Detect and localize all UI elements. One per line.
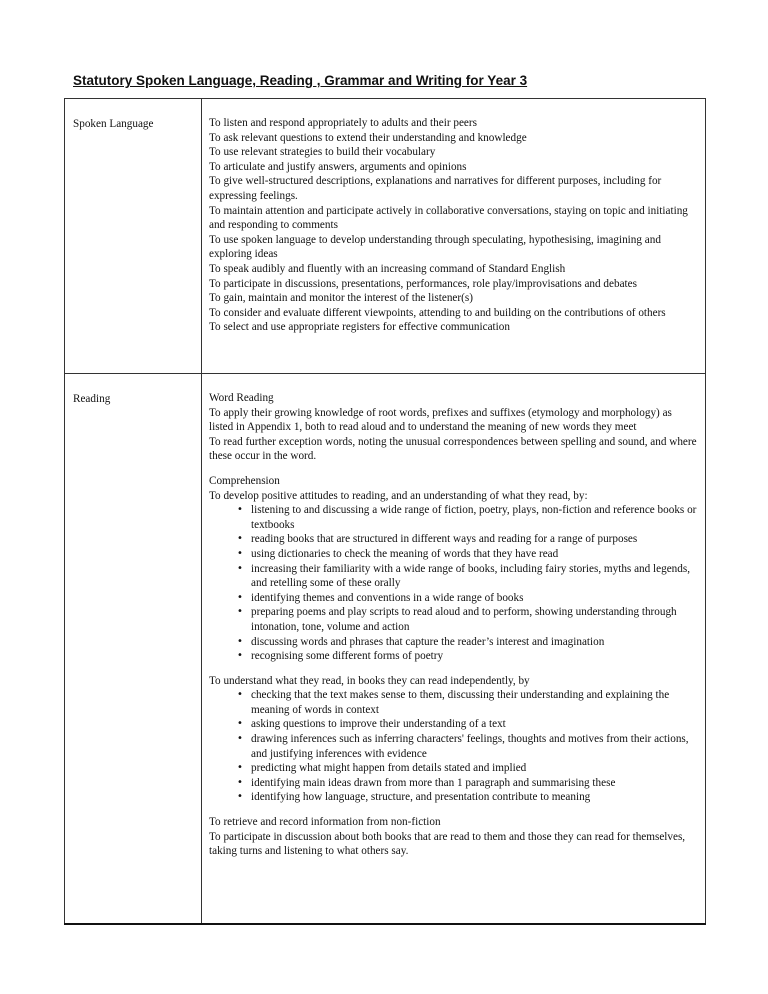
table-row-spoken-language xyxy=(65,99,706,374)
list-item: • identifying themes and conventions in a wide range of books xyxy=(251,591,697,606)
objective-line: To speak audibly and fluently with an increasing command of Standard English xyxy=(209,262,566,275)
objective-line: To maintain attention and participate actively in collaborative conversations, staying on topic and initiating and responding to comments xyxy=(209,204,688,232)
objective-line: To participate in discussions, presentations, performances, role play/improvisations and debates xyxy=(209,277,637,290)
comprehension-bullet-list xyxy=(209,503,697,664)
objective-line: To listen and respond appropriately to adults and their peers xyxy=(209,117,477,129)
document-title: Statutory Spoken Language, Reading , Grammar and Writing for Year 3 xyxy=(73,73,528,88)
curriculum-table xyxy=(64,98,706,925)
objective-line: To use relevant strategies to build their vocabulary xyxy=(209,146,436,159)
list-item: • increasing their familiarity with a wide range of books, including fairy stories, myths and legends, and retelling some of these orally xyxy=(251,562,697,591)
list-item: • using dictionaries to check the meaning of words that they have read xyxy=(251,547,697,562)
list-item: • checking that the text makes sense to them, discussing their understanding and explaining the meaning of words in context xyxy=(251,688,697,717)
objective-line: To read further exception words, noting the unusual correspondences between spelling and sound, and where these occur in the word. xyxy=(209,435,697,463)
table-row-reading xyxy=(65,374,706,925)
objective-line: To give well-structured descriptions, explanations and narratives for different purposes, including for expressing feelings. xyxy=(209,175,662,202)
list-item: • reading books that are structured in different ways and reading for a range of purposes xyxy=(251,532,697,547)
list-item: • listening to and discussing a wide range of fiction, poetry, plays, non-fiction and reference books or textbooks xyxy=(251,503,697,532)
list-item: • recognising some different forms of poetry xyxy=(251,649,697,664)
objective-line: To articulate and justify answers, arguments and opinions xyxy=(209,160,467,173)
objective-line: To retrieve and record information from non-fiction xyxy=(209,816,441,829)
word-reading-heading: Word Reading xyxy=(209,392,274,404)
list-item: • preparing poems and play scripts to read aloud and to perform, showing understanding through intonation, tone, volume and action xyxy=(251,605,697,634)
objective-line: To select and use appropriate registers for effective communication xyxy=(209,321,510,334)
list-item: • asking questions to improve their understanding of a text xyxy=(251,717,697,732)
list-item: • identifying how language, structure, and presentation contribute to meaning xyxy=(251,790,697,805)
objective-line: To apply their growing knowledge of root words, prefixes and suffixes (etymology and morphology) as listed in Appendix 1, both to read aloud and to understand the meaning of new words they meet xyxy=(209,406,672,434)
list-item: • identifying main ideas drawn from more than 1 paragraph and summarising these xyxy=(251,776,697,791)
comprehension-lead: To develop positive attitudes to reading, and an understanding of what they read, by: xyxy=(209,489,588,502)
objective-line: To participate in discussion about both books that are read to them and those they can read for themselves, taking turns and listening to what others say. xyxy=(209,830,686,858)
objective-line: To consider and evaluate different viewpoints, attending to and building on the contributions of others xyxy=(209,306,666,319)
row-label-reading: Reading xyxy=(65,374,202,925)
list-item: • drawing inferences such as inferring characters' feelings, thoughts and motives from their actions, and justifying inferences with evidence xyxy=(251,732,697,761)
list-item: • discussing words and phrases that capture the reader’s interest and imagination xyxy=(251,635,697,650)
objective-line: To gain, maintain and monitor the interest of the listener(s) xyxy=(209,292,473,305)
objective-line: To ask relevant questions to extend their understanding and knowledge xyxy=(209,131,527,144)
row-label-spoken-language: Spoken Language xyxy=(65,99,202,374)
objective-line: To use spoken language to develop understanding through speculating, hypothesising, imagining and exploring ideas xyxy=(209,233,661,261)
reading-content xyxy=(202,374,706,925)
independent-reading-bullet-list xyxy=(209,688,697,805)
independent-reading-lead: To understand what they read, in books they can read independently, by xyxy=(209,674,530,687)
comprehension-heading: Comprehension xyxy=(209,474,280,487)
list-item: • predicting what might happen from details stated and implied xyxy=(251,761,697,776)
spoken-language-content xyxy=(202,99,706,374)
